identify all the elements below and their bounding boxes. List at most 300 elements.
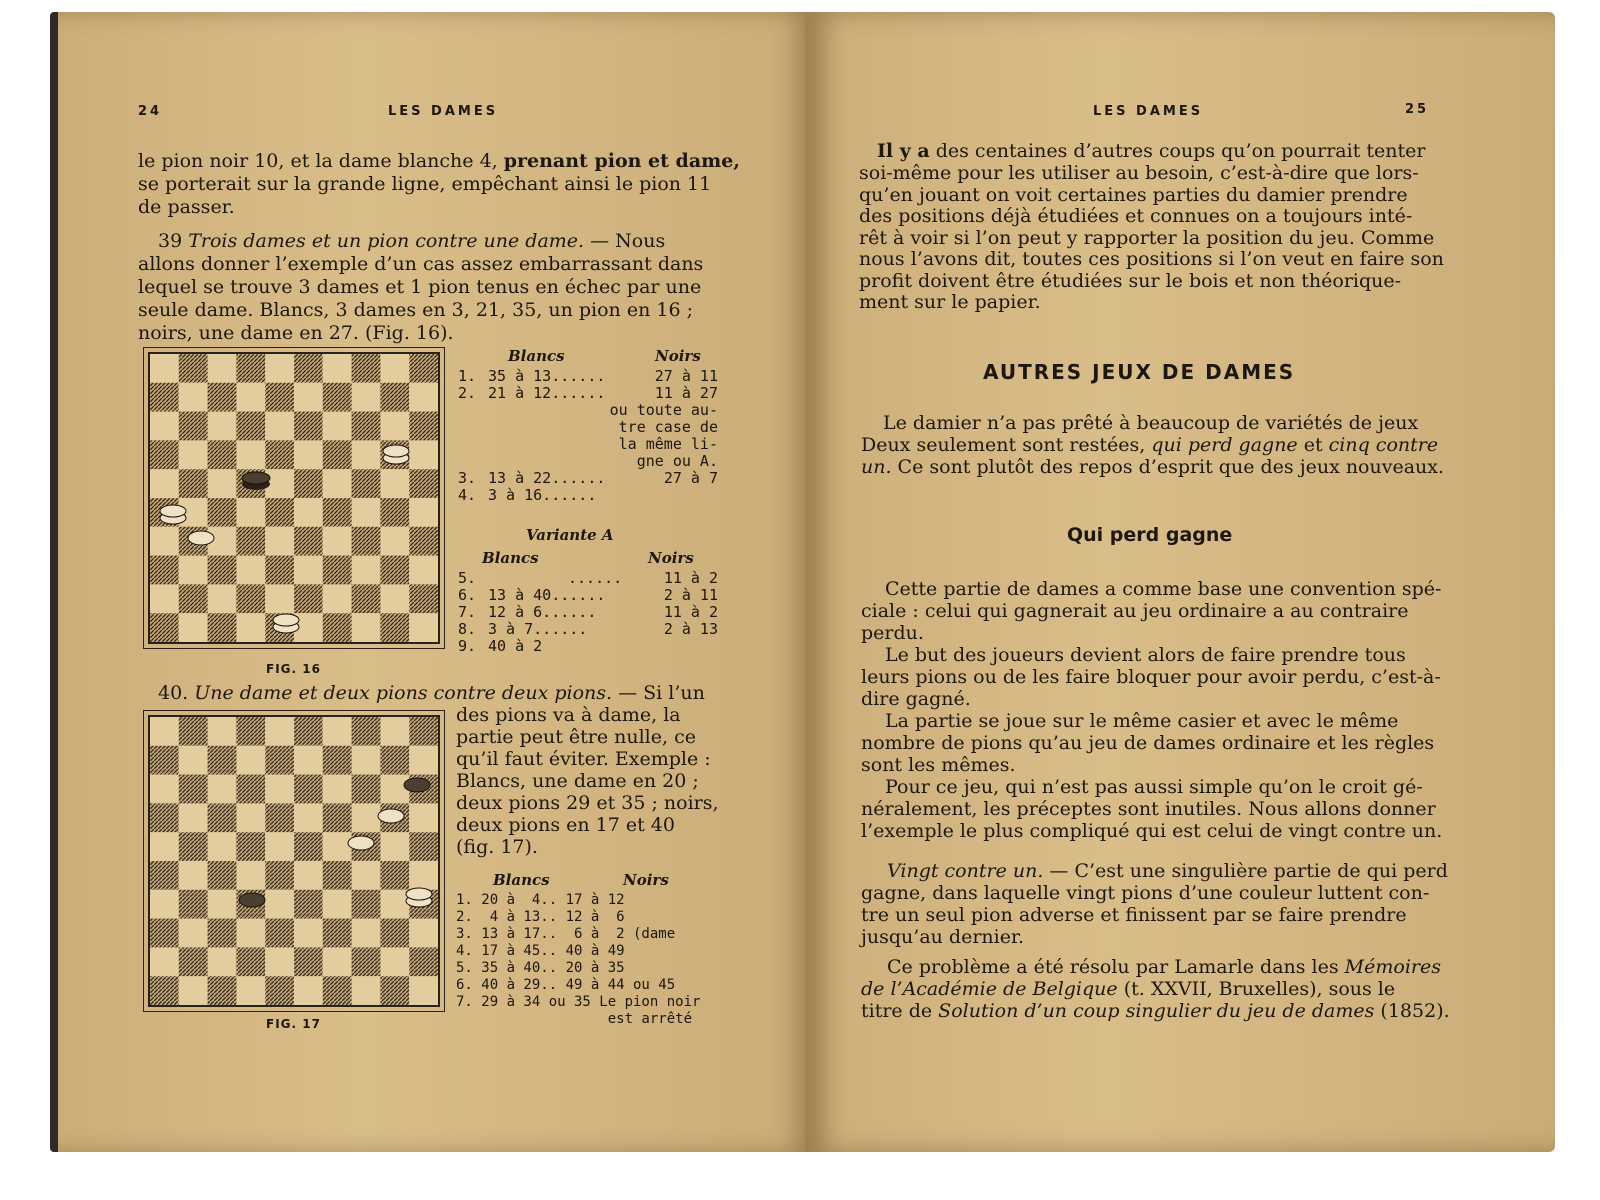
board-square	[236, 613, 265, 642]
board-square	[323, 584, 352, 613]
board-square	[150, 412, 179, 441]
moves17-header-black: Noirs	[623, 871, 669, 889]
checkerboard-fig17	[148, 715, 440, 1007]
board-square	[323, 440, 352, 469]
move-black: la même li-	[618, 435, 718, 453]
board-square	[179, 613, 208, 642]
board-square	[150, 746, 179, 775]
board-square	[294, 746, 323, 775]
board-square	[150, 890, 179, 919]
board-square	[265, 717, 294, 746]
moves16-header-white: Blancs	[508, 347, 565, 365]
board-square	[352, 412, 381, 441]
board-square	[380, 717, 409, 746]
board-square	[323, 556, 352, 585]
board-square	[179, 861, 208, 890]
board-fig17-svg	[150, 717, 438, 1005]
text-line: un. Ce sont plutôt des repos d’esprit que des jeux nouveaux.	[861, 456, 1445, 478]
board-square	[323, 861, 352, 890]
text-line: qu’il faut éviter. Exemple :	[456, 748, 711, 770]
move-black: tre case de	[618, 418, 718, 436]
board-square	[208, 832, 237, 861]
open-book	[50, 12, 1555, 1162]
text-line: profit doivent être étudiées sur le bois et non théorique-	[859, 269, 1402, 292]
piece-white-king	[160, 505, 186, 524]
board-square	[208, 383, 237, 412]
board-square	[294, 354, 323, 383]
piece-black-man	[404, 778, 430, 792]
board-square	[208, 976, 237, 1005]
board-square	[294, 584, 323, 613]
board-square	[294, 803, 323, 832]
move-black: ou toute au-	[609, 401, 718, 419]
board-square	[179, 775, 208, 804]
board-square	[208, 746, 237, 775]
board-square	[265, 832, 294, 861]
piece-white-king	[273, 614, 299, 633]
move-black: 27 à 7	[663, 469, 718, 487]
board-square	[179, 383, 208, 412]
board-square	[179, 469, 208, 498]
text-line: se porterait sur la grande ligne, empêchant ainsi le pion 11	[138, 173, 712, 195]
board-square	[380, 832, 409, 861]
move-row: 2. 4 à 13.. 12 à 6	[456, 909, 625, 925]
board-square	[294, 440, 323, 469]
board-square	[294, 498, 323, 527]
board-square	[352, 613, 381, 642]
board-square	[409, 498, 438, 527]
move-white: 35 à 13......	[488, 367, 606, 385]
board-square	[208, 803, 237, 832]
board-square	[380, 976, 409, 1005]
board-square	[352, 947, 381, 976]
board-square	[150, 383, 179, 412]
move-number: 9.	[458, 637, 477, 655]
piece-white-king	[383, 445, 409, 464]
board-square	[265, 498, 294, 527]
board-square	[208, 947, 237, 976]
move-white: 13 à 22......	[488, 469, 606, 487]
text-line: ment sur le papier.	[859, 291, 1041, 313]
text-line: seule dame. Blancs, 3 dames en 3, 21, 35, un pion en 16 ;	[138, 299, 693, 321]
move-number: 4.	[458, 486, 477, 504]
board-square	[352, 383, 381, 412]
piece-white-man	[378, 809, 404, 823]
section-title: AUTRES JEUX DE DAMES	[983, 360, 1296, 384]
move-white: 21 à 12......	[488, 384, 606, 402]
board-square	[323, 775, 352, 804]
text-line: gagne, dans laquelle vingt pions d’une couleur luttent con-	[861, 882, 1430, 904]
text-line: Il y a des centaines d’autres coups qu’on pourrait tenter	[877, 140, 1426, 162]
move-white: 12 à 6......	[488, 603, 597, 621]
board-square	[352, 803, 381, 832]
board-square	[208, 498, 237, 527]
board-square	[352, 976, 381, 1005]
section-40-heading: 40. Une dame et deux pions contre deux pions. — Si l’un	[158, 682, 705, 704]
move-black: 11 à 2	[663, 569, 718, 587]
board-square	[409, 412, 438, 441]
board-square	[208, 556, 237, 585]
board-square	[236, 861, 265, 890]
board-square	[265, 584, 294, 613]
board-square	[380, 890, 409, 919]
figure-17-caption: FIG. 17	[266, 1017, 321, 1031]
board-square	[294, 976, 323, 1005]
board-square	[323, 412, 352, 441]
board-square	[179, 803, 208, 832]
board-square	[208, 440, 237, 469]
text-line: (fig. 17).	[456, 836, 538, 858]
text-line: Pour ce jeu, qui n’est pas aussi simple qu’on le croit gé-	[885, 776, 1423, 798]
board-square	[265, 947, 294, 976]
move-black: gne ou A.	[636, 452, 718, 470]
move-black: 11 à 27	[654, 384, 718, 402]
board-square	[352, 354, 381, 383]
page-number-left: 24	[138, 104, 163, 119]
board-square	[179, 584, 208, 613]
board-square	[380, 556, 409, 585]
board-square	[323, 717, 352, 746]
text-line: perdu.	[861, 622, 924, 644]
board-square	[179, 354, 208, 383]
piece-white-man	[188, 531, 214, 545]
text-line: rêt à voir si l’on peut y rapporter la position du jeu. Comme	[859, 226, 1435, 249]
board-square	[294, 469, 323, 498]
move-white: ......	[568, 569, 623, 587]
move-row: 5. 35 à 40.. 20 à 35	[456, 960, 625, 976]
board-square	[150, 947, 179, 976]
move-white: 40 à 2	[488, 637, 543, 655]
text-line: des positions déjà étudiées et connues on a toujours inté-	[859, 205, 1413, 227]
board-square	[236, 746, 265, 775]
text-line: La partie se joue sur le même casier et avec le même	[885, 710, 1399, 732]
text-line: qu’en jouant on voit certaines parties du damier prendre	[859, 183, 1408, 206]
board-square	[150, 919, 179, 948]
board-square	[352, 746, 381, 775]
board-square	[236, 556, 265, 585]
board-square	[294, 717, 323, 746]
board-square	[265, 803, 294, 832]
board-square	[179, 832, 208, 861]
board-square	[323, 469, 352, 498]
board-square	[323, 613, 352, 642]
move-black: 11 à 2	[663, 603, 718, 621]
board-square	[409, 717, 438, 746]
board-square	[179, 412, 208, 441]
piece-white-man	[348, 836, 374, 850]
board-square	[380, 861, 409, 890]
text-line: nombre de pions qu’au jeu de dames ordinaire et les règles	[861, 732, 1435, 754]
left-page	[50, 12, 813, 1152]
board-square	[409, 584, 438, 613]
board-square	[409, 354, 438, 383]
page-number-right: 25	[1405, 102, 1430, 117]
board-square	[352, 440, 381, 469]
board-square	[409, 803, 438, 832]
running-head-right: LES DAMES	[1093, 104, 1204, 119]
board-square	[265, 354, 294, 383]
board-square	[352, 890, 381, 919]
board-square	[409, 919, 438, 948]
board-square	[323, 890, 352, 919]
board-square	[265, 775, 294, 804]
board-square	[294, 919, 323, 948]
board-square	[323, 498, 352, 527]
board-square	[236, 412, 265, 441]
board-square	[208, 919, 237, 948]
board-square	[179, 746, 208, 775]
text-line: noirs, une dame en 27. (Fig. 16).	[138, 322, 454, 344]
board-square	[380, 469, 409, 498]
text-line: deux pions 29 et 35 ; noirs,	[456, 792, 719, 814]
checkerboard-fig16	[148, 352, 440, 644]
board-square	[265, 746, 294, 775]
board-square	[179, 976, 208, 1005]
board-square	[294, 527, 323, 556]
move-row: 6. 40 à 29.. 49 à 44 ou 45	[456, 977, 676, 993]
board-square	[352, 527, 381, 556]
move-black: 2 à 13	[663, 620, 718, 638]
move-white: 3 à 7......	[488, 620, 588, 638]
board-square	[352, 469, 381, 498]
board-square	[208, 890, 237, 919]
right-page	[805, 12, 1555, 1152]
text-line: jusqu’au dernier.	[861, 926, 1025, 948]
text-line: l’exemple le plus compliqué qui est celui de vingt contre un.	[861, 820, 1443, 842]
board-square	[236, 527, 265, 556]
board-square	[323, 803, 352, 832]
text-line: Le but des joueurs devient alors de faire prendre tous	[885, 644, 1406, 666]
text-line: Ce problème a été résolu par Lamarle dans les Mémoires	[887, 956, 1441, 978]
board-square	[236, 775, 265, 804]
board-square	[236, 976, 265, 1005]
move-number: 8.	[458, 620, 477, 638]
board-square	[179, 947, 208, 976]
board-square	[208, 861, 237, 890]
board-square	[150, 440, 179, 469]
board-square	[323, 832, 352, 861]
board-square	[323, 383, 352, 412]
board-square	[150, 556, 179, 585]
board-square	[150, 584, 179, 613]
board-square	[380, 354, 409, 383]
board-square	[409, 613, 438, 642]
board-square	[236, 383, 265, 412]
board-square	[150, 976, 179, 1005]
move-number: 7.	[458, 603, 477, 621]
board-square	[208, 412, 237, 441]
board-square	[236, 832, 265, 861]
text-line: Cette partie de dames a comme base une convention spé-	[885, 578, 1442, 600]
board-square	[380, 775, 409, 804]
board-square	[380, 613, 409, 642]
variant-header-white: Blancs	[482, 549, 539, 567]
board-square	[294, 556, 323, 585]
board-square	[409, 527, 438, 556]
board-fig16-svg	[150, 354, 438, 642]
board-square	[265, 890, 294, 919]
variant-title: Variante A	[526, 526, 614, 544]
board-square	[236, 919, 265, 948]
text-line: leurs pions ou de les faire bloquer pour avoir perdu, c’est-à-	[861, 666, 1441, 688]
board-square	[236, 947, 265, 976]
text-line: nous l’avons dit, toutes ces positions si l’on veut en faire son	[859, 248, 1444, 270]
board-square	[236, 584, 265, 613]
board-square	[236, 440, 265, 469]
board-square	[323, 976, 352, 1005]
board-square	[150, 717, 179, 746]
move-white: 3 à 16......	[488, 486, 597, 504]
move-number: 1.	[458, 367, 477, 385]
subtitle-qui-perd-gagne: Qui perd gagne	[1067, 524, 1233, 546]
move-number: 5.	[458, 569, 477, 587]
board-square	[294, 412, 323, 441]
text-line: néralement, les préceptes sont inutiles. Nous allons donner	[861, 798, 1436, 820]
board-square	[179, 717, 208, 746]
move-row: 1. 20 à 4.. 17 à 12	[456, 892, 625, 908]
board-square	[294, 861, 323, 890]
move-white: 13 à 40......	[488, 586, 606, 604]
board-square	[409, 440, 438, 469]
move-number: 2.	[458, 384, 477, 402]
board-square	[352, 775, 381, 804]
board-square	[208, 584, 237, 613]
moves16-header-black: Noirs	[655, 347, 701, 365]
board-square	[323, 947, 352, 976]
board-square	[409, 556, 438, 585]
board-square	[150, 469, 179, 498]
board-square	[323, 919, 352, 948]
board-square	[323, 746, 352, 775]
board-square	[150, 861, 179, 890]
board-square	[352, 861, 381, 890]
text-line: Deux seulement sont restées, qui perd gagne et cinq contre	[861, 434, 1439, 456]
board-square	[208, 469, 237, 498]
board-square	[294, 890, 323, 919]
section-39-heading: 39 Trois dames et un pion contre une dame. — Nous	[158, 230, 666, 252]
board-square	[150, 527, 179, 556]
text-line: des pions va à dame, la	[456, 704, 681, 726]
board-square	[380, 584, 409, 613]
board-square	[150, 613, 179, 642]
move-number: 6.	[458, 586, 477, 604]
text-line: allons donner l’exemple d’un cas assez embarrassant dans	[138, 253, 704, 275]
text-line: le pion noir 10, et la dame blanche 4, prenant pion et dame,	[138, 150, 740, 172]
board-square	[236, 803, 265, 832]
text-line: de l’Académie de Belgique (t. XXVII, Bruxelles), sous le	[861, 978, 1396, 1000]
board-square	[409, 861, 438, 890]
board-square	[150, 775, 179, 804]
text-line: soi-même pour les utiliser au besoin, c’est-à-dire que lors-	[859, 162, 1419, 184]
board-square	[352, 498, 381, 527]
board-square	[409, 947, 438, 976]
variant-header-black: Noirs	[648, 549, 694, 567]
figure-16-caption: FIG. 16	[266, 662, 321, 676]
board-square	[265, 861, 294, 890]
board-square	[179, 890, 208, 919]
text-line: sont les mêmes.	[861, 754, 1016, 776]
text-line: dire gagné.	[861, 688, 971, 710]
board-square	[265, 440, 294, 469]
board-square	[409, 746, 438, 775]
move-row: 4. 17 à 45.. 40 à 49	[456, 943, 625, 959]
text-line: de passer.	[138, 196, 235, 218]
running-head-left: LES DAMES	[388, 104, 499, 119]
board-square	[265, 383, 294, 412]
move-row: 3. 13 à 17.. 6 à 2 (dame	[456, 926, 676, 942]
text-line: Vingt contre un. — C’est une singulière partie de qui perd	[887, 860, 1448, 882]
move-row: 7. 29 à 34 ou 35 Le pion noir	[456, 994, 701, 1010]
board-square	[179, 440, 208, 469]
board-square	[179, 556, 208, 585]
text-line: partie peut être nulle, ce	[456, 726, 696, 748]
board-square	[380, 498, 409, 527]
board-square	[409, 383, 438, 412]
board-square	[265, 556, 294, 585]
board-square	[352, 556, 381, 585]
move-black: 2 à 11	[663, 586, 718, 604]
board-square	[208, 613, 237, 642]
move-row: est arrêté	[456, 1011, 693, 1027]
board-square	[265, 919, 294, 948]
board-square	[294, 383, 323, 412]
piece-white-king	[406, 888, 432, 907]
board-square	[236, 354, 265, 383]
board-square	[294, 947, 323, 976]
board-square	[150, 354, 179, 383]
board-square	[323, 527, 352, 556]
text-line: lequel se trouve 3 dames et 1 pion tenus en échec par une	[138, 276, 702, 298]
board-square	[380, 412, 409, 441]
board-square	[409, 832, 438, 861]
board-square	[352, 919, 381, 948]
board-square	[380, 527, 409, 556]
board-square	[409, 976, 438, 1005]
board-square	[294, 832, 323, 861]
board-square	[208, 354, 237, 383]
board-square	[150, 832, 179, 861]
board-square	[265, 412, 294, 441]
text-line: Blancs, une dame en 20 ;	[456, 770, 699, 792]
board-square	[179, 919, 208, 948]
board-square	[208, 775, 237, 804]
text-line: ciale : celui qui gagnerait au jeu ordinaire a au contraire	[861, 600, 1409, 622]
board-square	[208, 717, 237, 746]
board-square	[380, 919, 409, 948]
text-line: titre de Solution d’un coup singulier du jeu de dames (1852).	[861, 1000, 1450, 1022]
board-square	[150, 803, 179, 832]
board-square	[380, 947, 409, 976]
text-line: deux pions en 17 et 40	[456, 814, 675, 836]
moves17-header-white: Blancs	[493, 871, 550, 889]
board-square	[352, 717, 381, 746]
board-square	[265, 976, 294, 1005]
board-square	[236, 717, 265, 746]
move-black: 27 à 11	[654, 367, 718, 385]
board-square	[294, 775, 323, 804]
text-line: tre un seul pion adverse et finissent par se faire prendre	[861, 904, 1407, 926]
board-square	[352, 584, 381, 613]
board-square	[380, 746, 409, 775]
piece-black-king	[242, 472, 270, 490]
board-square	[236, 498, 265, 527]
board-square	[409, 469, 438, 498]
piece-black-man	[239, 893, 265, 907]
board-square	[380, 383, 409, 412]
board-square	[265, 527, 294, 556]
text-line: Le damier n’a pas prêté à beaucoup de variétés de jeux	[883, 412, 1419, 434]
board-square	[323, 354, 352, 383]
